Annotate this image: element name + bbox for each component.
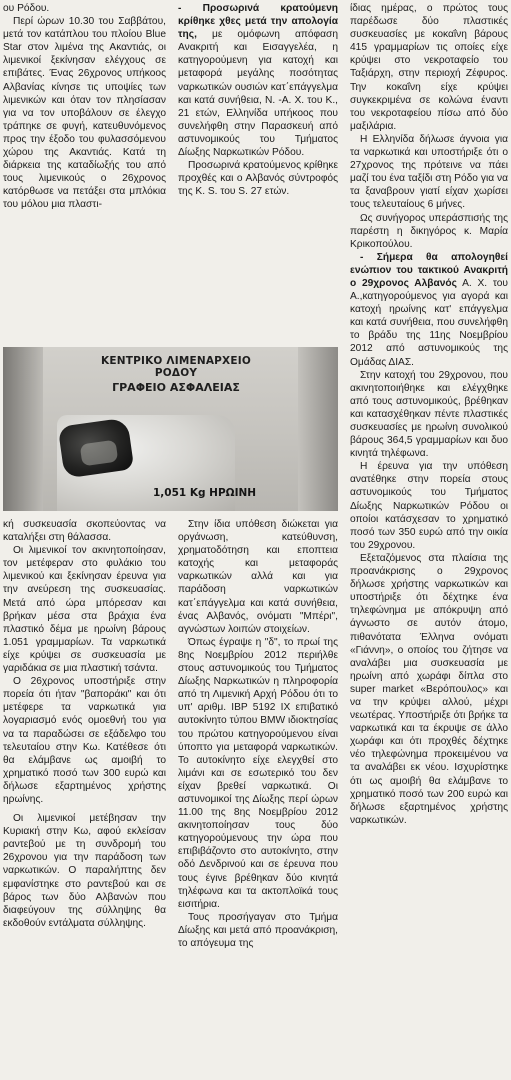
paragraph-lead: - Σήμερα θα απολογηθεί ενώπιον του τακτικού Ανακριτή ο 29χρονος Αλβανός: [350, 251, 508, 289]
paragraph-text: Όπως έγραψε η "δ", το πρωί της 8ης Νοεμβρίου 2012 περιήλθε στους αστυνομικούς του Τμήματος Δίωξης Ναρκωτικών η πληροφορία από τη Λιμενική Αρχή Ρόδου ότι το υπ' αριθμ. ΙΒΡ 5192 ΙΧ επιβατικό αυτοκίνητο τύπου BMW ιδιοκτησίας του πρώτου κατηγορούμενου είναι ύποπτο για μεταφορά ναρκωτικών. Το αυτοκίνητο είχε ελεγχθεί στο λιμάνι και σε εσωτερικό του δεν είχαν βρεθεί ναρκωτικά. Οι αστυνομικοί της Δίωξης περί ώρων 11.00 της 8ης Νοεμβρίου 2012 ακινητοποίησαν τους δύο κατηγορούμενους την ώρα που επιβιβάζοντο στο αυτοκίνητο, στην οδό Δενδρινού και σε έρευνα που τους έγινε βρέθηκαν δύο κινητά τηλέφωνα και τα ακτοπλοϊκά τους εισιτήρια.: [178, 636, 338, 910]
photo-sign: [81, 355, 271, 394]
paragraph: [3, 518, 166, 544]
paragraph: [350, 251, 508, 369]
paragraph: [3, 544, 166, 675]
paragraph-text: Οι λιμενικοί τον ακινητοποίησαν, τον μετέφεραν στο φυλάκιο του λιμενικού και ξεκίνησαν έρευνα για την ανεύρεση της συσκευασίας. Μετά από ώρα μπόρεσαν και βρήκαν μέσα στα βράχια ένα πλαστικό δέμα με ηρωίνη βάρους 1.051 γραμμαρίων. Τα ναρκωτικά είχε κρύψει σε συσκευασία με γαριδάκια σε μια πλαστική τσάντα.: [3, 545, 166, 675]
paragraph: [350, 212, 508, 251]
paragraph: [350, 369, 508, 461]
paragraph: [350, 2, 508, 133]
paragraph-text: Ο 26χρονος υποστήριξε στην πορεία ότι ήταν "βαποράκι" και ότι μετέφερε τα ναρκωτικά για λογαριασμό ενός ομοεθνή του για να τα παραδώσει σε εξάδελφο του τελευταίου στην Κω. Κατέθεσε ότι θα ελάμβανε ως αμοιβή το χρηματικό ποσό των 300 ευρώ και δήλωσε εξαρτημένος χρήστης ηρωίνης.: [3, 676, 166, 805]
photo-weight-label: 1,051 Kg ΗΡΩΙΝΗ: [153, 487, 257, 499]
photo-sign-line-1: ΚΕΝΤΡΙΚΟ ΛΙΜΕΝΑΡΧΕΙΟ ΡΟΔΟΥ: [101, 355, 251, 379]
paragraph-text: κή συσκευασία σκοπεύοντας να καταλήξει στη θάλασσα.: [3, 519, 166, 544]
paragraph-lead: - Προσωρινά κρατούμενη κρίθηκε χθες μετά την απολογία της,: [178, 3, 338, 41]
paragraph-text: με ομόφωνη απόφαση Ανακριτή και Εισαγγελέα, η κατηγορούμενη για κατοχή και μεταφορά μεγάλης ποσότητας ναρκωτικών ουσιών κατ΄επάγγελμα και κατά συνήθεια, Ν. -Α. Χ. του Κ., 21 ετών, Ελληνίδα υπήκοος που συνελήφθη στην Παρασκευή από αστυνομικούς του Τμήματος Δίωξης Ναρκωτικών Ρόδου.: [178, 29, 338, 159]
paragraph: [3, 15, 166, 211]
photo-shadow-right: [298, 347, 338, 511]
paragraph: [3, 2, 166, 15]
paragraph: [178, 159, 338, 198]
paragraph: [3, 812, 166, 930]
paragraph-text: Οι λιμενικοί μετέβησαν την Κυριακή στην Κω, αφού εκλείσαν ραντεβού με τη συνδρομή του 26χρονου για την παράδοση των ναρκωτικών. Ο παραλήπτης δεν εμφανίστηκε στο ραντεβού και σε βάρος των δύο Αλβανών που διαφεύγουν της σύλληψης θα εκδοθούν εντάλματα σύλληψης.: [3, 813, 166, 929]
paragraph: [3, 675, 166, 806]
paragraph-text: ου Ρόδου.: [3, 3, 50, 14]
paragraph-text: Α. Χ. του Α.,κατηγορούμενος για αγορά και κατοχή ηρωίνης κατ' επάγγελμα και κατά συνήθεια, που συνελήφθη το βράδυ της 11ης Νοεμβρίου 2012 από αστυνομικούς της Ομάδας ΔΙΑΣ.: [350, 277, 508, 368]
paragraph: [350, 460, 508, 552]
paragraph-text: Η Ελληνίδα δήλωσε άγνοια για τα ναρκωτικά και υποστήριξε ότι ο 27χρονος της πρότεινε να πάει μαζί του ένα ταξίδι στη Ρόδο για να τα ξαναβρουν γιατί είχαν χωρίσει τους τελευταίους 6 μήνες.: [350, 133, 508, 211]
paragraph-text: ίδιας ημέρας, ο πρώτος τους παρέδωσε δύο πλαστικές συσκευασίες με κοκαΐνη βάρους 415 γραμμαρίων τις οποίες είχε κρύψει στο νεκροταφείο του Ταξιάρχη, στην περιοχή Ζέφυρος. Την κοκαΐνη είχε κρύψει συγκεκριμένα σε κολώνα έναντι του νεκροταφείου πίσω από δύο μαξιλάρια.: [350, 3, 508, 132]
paragraph: [350, 133, 508, 212]
article-column-1-top: [3, 2, 166, 338]
paragraph: [178, 911, 338, 950]
paragraph-text: Στην ίδια υπόθεση διώκεται για οργάνωση, κατεύθυνση, χρηματοδότηση και εποπτεια κατοχής και μεταφοράς ναρκωτικών αλλά και για παράδοση ναρκωτικών κατ΄επάγγελμα και κατά συνήθεια, ένας Αλβανός, ονόματι "Μπέρι", αγνώστων λοιπών στοιχείων.: [178, 519, 338, 635]
paragraph-text: Ως συνήγορος υπεράσπισής της παρέστη η δικηγόρος κ. Μαρία Κρικοπούλου.: [350, 212, 508, 250]
paragraph-text: Περί ώρων 10.30 του Σαββάτου, μετά τον κατάπλου του πλοίου Blue Star στον λιμένα της Ακαντιάς, οι λιμενικοί ξεκίνησαν ελέγχους σε επιβάτες. Ένας 26χρονος υπήκοος Αλβανίας κίνησε τις υποψίες των λιμενικών και όταν τον πλησίασαν για να τον υποβάλουν σε έλεγχο τράπηκε σε φυγή, κατευθυνόμενος προς την έξοδο του φυλασσόμενου χώρου της Ακαντιάς. Κατά τη διάρκεια της καταδίωξής του από τους λιμενικούς ο 26χρονος κατόρθωσε να πετάξει στα μπλόκια του μόλου μια πλαστι-: [3, 16, 166, 211]
paragraph-text: Προσωρινά κρατούμενος κρίθηκε προχθές και ο Αλβανός σύντροφός της Κ. S. του S. 27 ετών.: [178, 160, 338, 198]
paragraph-text: Εξεταζόμενος στα πλαίσια της προανάκρισης ο 29χρονος δήλωσε χρήστης ναρκωτικών και υποστήριξε ότι δέχτηκε ένα τηλεφώνημα με απόκρυψη από άγνωστο σε αυτόν άτομο, πιθανότατα Έλληνα ονόματι «Γιάννη», ο οποίος του ζήτησε να αναλάβει μια συσκευασία με ηρωίνη από χωράφι δίπλα στο super market «Βερόπουλος» και να την κρύψει αλλού, μέχρι νεωτέρας. Υποστήριξε ότι βρήκε τα ναρκωτικά και τα έκρυψε σε άλλο χωράφι και ότι προχθές δέχτηκε νέο τηλεφώνημα προκειμένου να τα αναλάβει εκ νέου. Ισχυρίστηκε ότι ως αμοιβή θα ελάμβανε το χρηματικό ποσό των 200 ευρώ και δήλωσε εξαρτημένος χρήστης ναρκωτικών.: [350, 552, 508, 826]
paragraph-text: Τους προσήγαγαν στο Τμήμα Δίωξης και μετά από προανάκριση, το απόγευμα της: [178, 911, 338, 949]
paragraph: [178, 518, 338, 636]
article-column-3: [350, 2, 508, 1078]
paragraph-text: Η έρευνα για την υπόθεση ανατέθηκε στην πορεία στους αστυνομικούς του Τμήματος Δίωξης Ναρκωτικών Ρόδου οι οποίοι κατάσχεσαν το χρηματικό ποσό των 350 ευρώ από την οικία του 29χρονου.: [350, 461, 508, 551]
photo-shadow-left: [3, 347, 43, 511]
paragraph: [350, 552, 508, 827]
article-column-1-bottom: [3, 518, 166, 1076]
evidence-photo: [3, 347, 338, 511]
paragraph: [178, 636, 338, 911]
paragraph-text: Στην κατοχή του 29χρονου, που ακινητοποιήθηκε και ελέγχθηκε από τους αστυνομικούς, βρέθηκαν και κατασχέθηκαν πέντε πλαστικές συσκευασίες με ηρωίνη συνολικού βάρους 364,5 γραμμαρίων και δυο κινητά τηλέφωνα.: [350, 369, 508, 460]
article-column-2-top: [178, 2, 338, 338]
paragraph: [178, 2, 338, 159]
article-column-2-bottom: [178, 518, 338, 1076]
photo-sign-line-2: ΓΡΑΦΕΙΟ ΑΣΦΑΛΕΙΑΣ: [112, 381, 240, 394]
